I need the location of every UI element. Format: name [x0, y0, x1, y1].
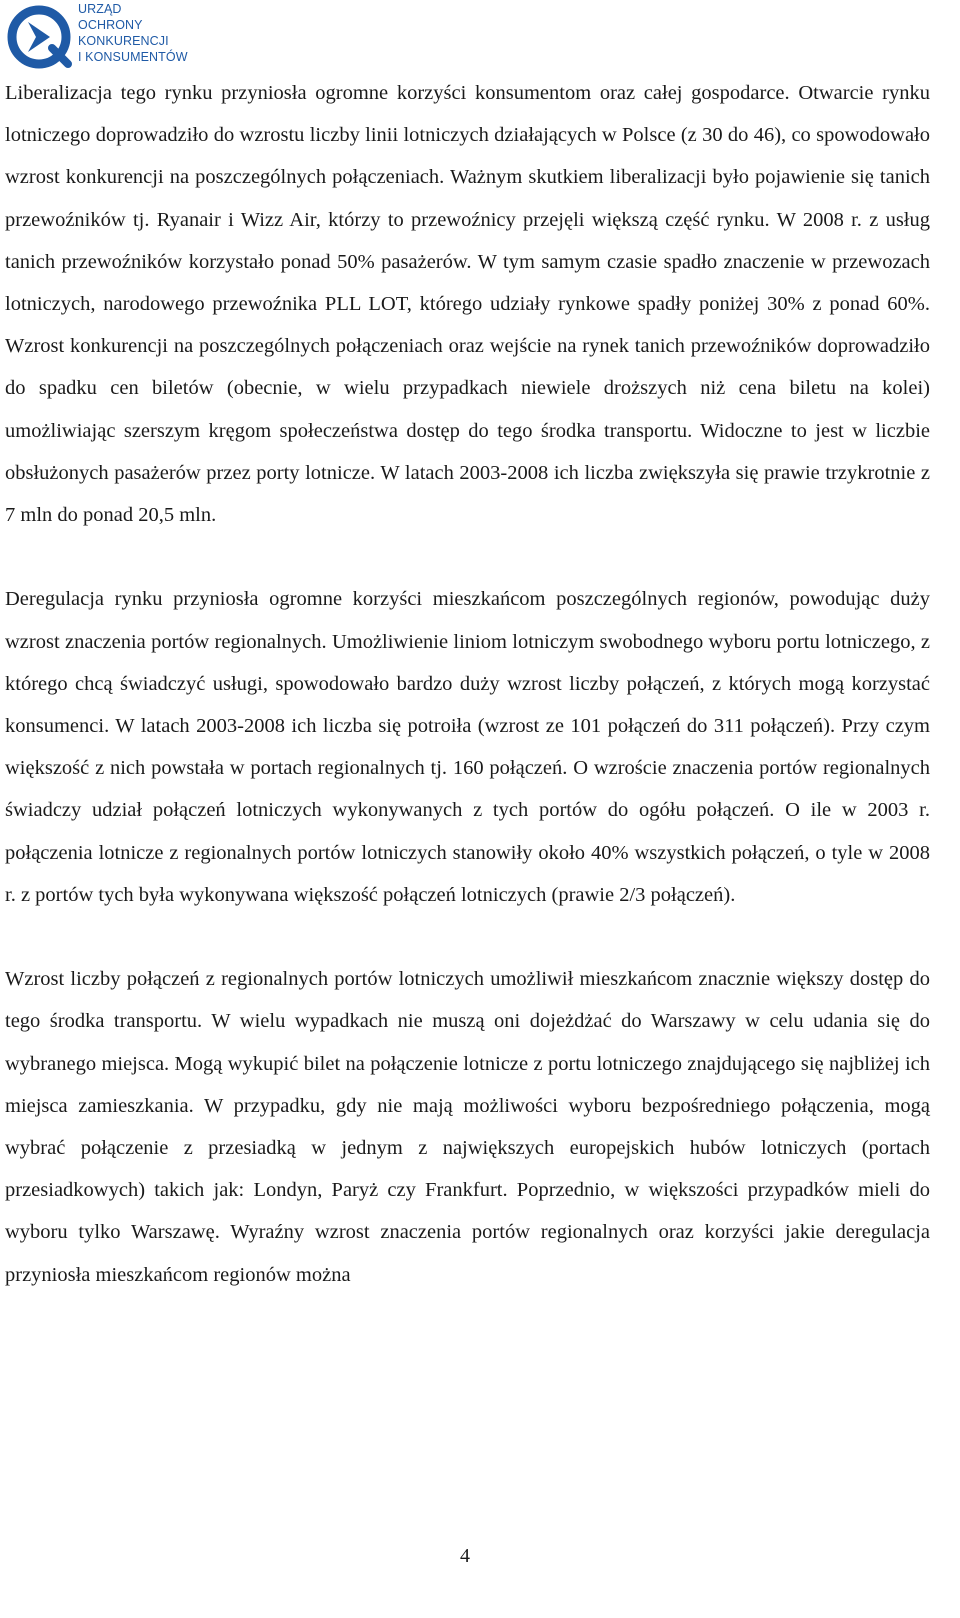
- document-header: [6, 0, 266, 72]
- logo-line: I KONSUMENTÓW: [78, 50, 188, 64]
- logo-line: KONKURENCJI: [78, 34, 169, 48]
- logo-line: OCHRONY: [78, 18, 143, 32]
- logo-text: [78, 1, 188, 65]
- paragraph-regional-connections: Wzrost liczby połączeń z regionalnych portów lotniczych umożliwił mieszkańcom znacznie większy dostęp do tego środka transportu. W wielu wypadkach nie muszą oni dojeżdżać do Warszawy w celu udania się do wybranego miejsca. Mogą wykupić bilet na połączenie lotnicze z portu lotniczego znajdującego się najbliżej ich miejsca zamieszkania. W przypadku, gdy nie mają możliwości wyboru bezpośredniego połączenia, mogą wybrać połączenie z przesiadką w jednym z największych europejskich hubów lotniczych (portach przesiadkowych) takich jak: Londyn, Paryż czy Frankfurt. Poprzednio, w większości przypadków mieli do wyboru tylko Warszawę. Wyraźny wzrost znaczenia portów regionalnych oraz korzyści jakie deregulacja przyniosła mieszkańcom regionów można: [5, 968, 930, 1286]
- paragraph-liberalization: Liberalizacja tego rynku przyniosła ogromne korzyści konsumentom oraz całej gospodarce. Otwarcie rynku lotniczego doprowadziło do wzrostu liczby linii lotniczych działających w Polsce (z 30 do 46), co spowodowało wzrost konkurencji na poszczególnych połączeniach. Ważnym skutkiem liberalizacji było pojawienie się tanich przewoźników tj. Ryanair i Wizz Air, którzy to przewoźnicy przejęli większą część rynku. W 2008 r. z usług tanich przewoźników korzystało ponad 50% pasażerów. W tym samym czasie spadło znaczenie w przewozach lotniczych, narodowego przewoźnika PLL LOT, którego udziały rynkowe spadły poniżej 30% z ponad 60%. Wzrost konkurencji na poszczególnych połączeniach oraz wejście na rynek tanich przewoźników doprowadziło do spadku cen biletów (obecnie, w wielu przypadkach niewiele droższych niż cena biletu na kolei) umożliwiając szerszym kręgom społeczeństwa dostęp do tego środka transportu. Widoczne to jest w liczbie obsłużonych pasażerów przez porty lotnicze. W latach 2003-2008 ich liczba zwiększyła się prawie trzykrotnie z 7 mln do ponad 20,5 mln.: [5, 82, 930, 527]
- uokik-logo-icon: [6, 2, 78, 72]
- document-body: [5, 72, 930, 1296]
- logo-line: URZĄD: [78, 2, 122, 16]
- paragraph-deregulation: Deregulacja rynku przyniosła ogromne korzyści mieszkańcom poszczególnych regionów, powodując duży wzrost znaczenia portów regionalnych. Umożliwienie liniom lotniczym swobodnego wyboru portu lotniczego, z którego chcą świadczyć usługi, spowodowało bardzo duży wzrost liczby połączeń, z których mogą korzystać konsumenci. W latach 2003-2008 ich liczba się potroiła (wzrost ze 101 połączeń do 311 połączeń). Przy czym większość z nich powstała w portach regionalnych tj. 160 połączeń. O wzroście znaczenia portów regionalnych świadczy udział połączeń lotniczych wykonywanych z tych portów do ogółu połączeń. O ile w 2003 r. połączenia lotnicze z regionalnych portów lotniczych stanowiły około 40% wszystkich połączeń, o tyle w 2008 r. z portów tych była wykonywana większość połączeń lotniczych (prawie 2/3 połączeń).: [5, 588, 930, 906]
- page-number: 4: [460, 1545, 470, 1567]
- paragraph-spacer: [5, 536, 930, 578]
- paragraph-spacer: [5, 916, 930, 958]
